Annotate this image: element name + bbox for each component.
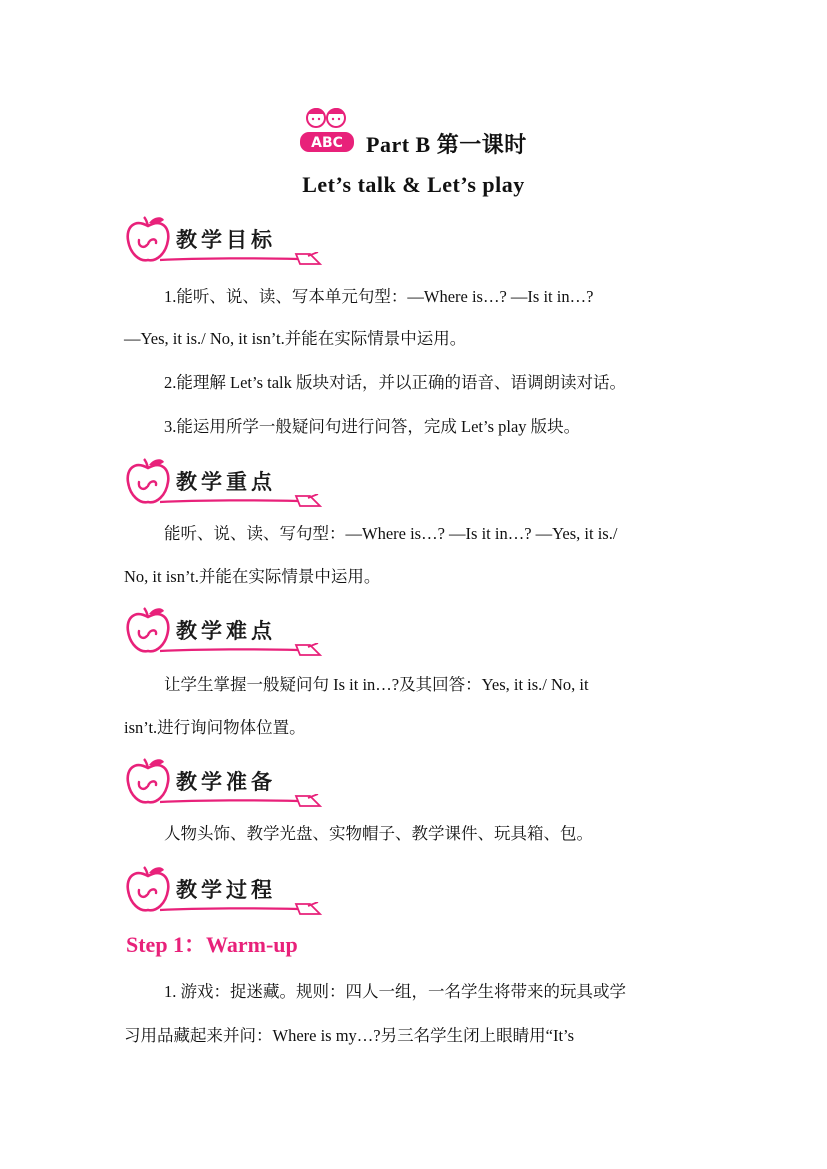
step-1-heading: Step 1：Warm-up (126, 932, 298, 957)
step-1-line2: 习用品藏起来并问：Where is my…?另三名学生闭上眼睛用“It’s (124, 1026, 575, 1045)
pen-underline-icon (160, 794, 324, 808)
section-header-process (124, 864, 324, 916)
section-label: 教学目标 (176, 228, 276, 252)
objective-3: 3.能运用所学一般疑问句进行问答，完成 Let’s play 版块。 (164, 417, 581, 436)
difficulties-line1: 让学生掌握一般疑问句 Is it in…?及其回答：Yes, it is./ No, it (164, 675, 589, 694)
key-points-line2: No, it isn’t.并能在实际情景中运用。 (124, 567, 381, 586)
svg-text:ABC: ABC (311, 135, 343, 151)
pen-underline-icon (160, 252, 324, 266)
section-header-difficulties (124, 605, 324, 657)
title-row (0, 100, 827, 157)
objective-2: 2.能理解 Let’s talk 版块对话，并以正确的语音、语调朗读对话。 (164, 373, 626, 392)
objective-1-line1: 1.能听、说、读、写本单元句型：—Where is…? —Is it in…? (164, 287, 594, 306)
key-points-line1: 能听、说、读、写句型：—Where is…? —Is it in…? —Yes, it is./ (164, 524, 618, 543)
page-title: Part B 第一课时 (366, 132, 527, 157)
section-label: 教学准备 (176, 770, 276, 794)
preparation-text: 人物头饰、教学光盘、实物帽子、教学课件、玩具箱、包。 (164, 824, 593, 843)
section-label: 教学过程 (176, 878, 276, 902)
section-label: 教学重点 (176, 470, 276, 494)
pen-underline-icon (160, 494, 324, 508)
section-header-key-points (124, 456, 324, 508)
pen-underline-icon (160, 902, 324, 916)
page-subtitle: Let’s talk & Let’s play (302, 172, 525, 197)
section-header-preparation (124, 756, 324, 808)
objective-1-line2: —Yes, it is./ No, it isn’t.并能在实际情景中运用。 (124, 329, 467, 348)
section-header-objectives (124, 214, 324, 266)
abc-kids-logo-icon (298, 106, 356, 156)
difficulties-line2: isn’t.进行询问物体位置。 (124, 718, 306, 737)
pen-underline-icon (160, 643, 324, 657)
step-1-line1: 1. 游戏：捉迷藏。规则：四人一组，一名学生将带来的玩具或学 (164, 982, 626, 1001)
section-label: 教学难点 (176, 619, 276, 643)
